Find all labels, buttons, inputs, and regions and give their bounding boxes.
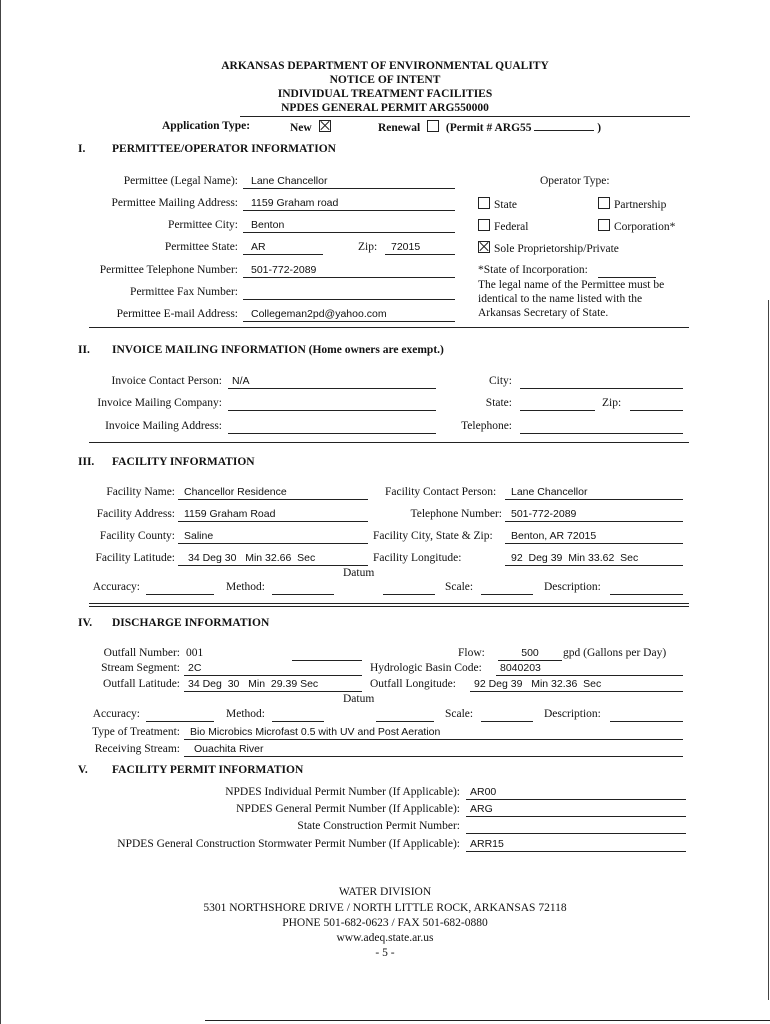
application-renewal-checkbox[interactable] — [427, 120, 439, 132]
treatment-type-field[interactable] — [184, 726, 683, 740]
facility-contact-label: Facility Contact Person: — [385, 486, 497, 498]
header-rule — [240, 116, 690, 117]
individual-permit-value: AR00 — [470, 786, 497, 798]
facility-latitude-value: 34 Deg 30 Min 32.66 Sec — [188, 552, 316, 564]
facility-csz-label: Facility City, State & Zip: — [373, 530, 493, 542]
facility-longitude-label: Facility Longitude: — [373, 552, 462, 564]
permittee-city-value: Benton — [251, 219, 285, 231]
facility-method-field[interactable] — [272, 581, 334, 595]
outfall-accuracy-field[interactable] — [146, 708, 214, 722]
mailing-address-label: Permittee Mailing Address: — [111, 197, 238, 209]
application-type-label: Application Type: — [162, 120, 251, 132]
incorporation-field[interactable] — [598, 264, 656, 278]
invoice-contact-value: N/A — [232, 375, 250, 387]
permittee-fax-label: Permittee Fax Number: — [130, 286, 238, 298]
permittee-name-value: Lane Chancellor — [251, 175, 328, 187]
application-new-checkbox[interactable] — [319, 120, 331, 132]
invoice-company-field[interactable] — [228, 397, 436, 411]
stream-segment-value: 2C — [188, 662, 202, 674]
facility-accuracy-label: Accuracy: — [92, 581, 140, 593]
permittee-email-label: Permittee E-mail Address: — [116, 308, 238, 320]
invoice-zip-label: Zip: — [602, 397, 622, 409]
invoice-state-label: State: — [485, 397, 512, 409]
permittee-email-field[interactable] — [243, 308, 455, 322]
facility-contact-field[interactable] — [505, 486, 683, 500]
outfall-description-label: Description: — [544, 708, 601, 720]
legal-name-note-1: The legal name of the Permittee must be — [478, 279, 665, 291]
header-facilities: INDIVIDUAL TREATMENT FACILITIES — [277, 88, 493, 100]
facility-name-field[interactable] — [178, 486, 368, 500]
invoice-state-field[interactable] — [520, 397, 595, 411]
general-permit-field[interactable] — [466, 803, 686, 817]
section-1-number: I. — [78, 143, 86, 155]
facility-address-label: Facility Address: — [96, 508, 175, 520]
invoice-zip-field[interactable] — [630, 397, 683, 411]
facility-address-value: 1159 Graham Road — [184, 508, 276, 520]
outfall-accuracy-label: Accuracy: — [92, 708, 140, 720]
facility-address-field[interactable] — [178, 508, 368, 522]
permittee-phone-field[interactable] — [243, 264, 455, 278]
operator-sole-label: Sole Proprietorship/Private — [494, 243, 619, 255]
invoice-contact-label: Invoice Contact Person: — [111, 375, 222, 387]
operator-federal-option[interactable] — [478, 219, 528, 233]
application-new-option[interactable] — [290, 120, 335, 134]
permittee-zip-value: 72015 — [391, 241, 421, 253]
individual-permit-field[interactable] — [466, 786, 686, 800]
mailing-address-value: 1159 Graham road — [251, 197, 339, 209]
section-2-title: INVOICE MAILING INFORMATION (Home owners are exempt.) — [112, 344, 444, 356]
flow-label: Flow: — [458, 647, 485, 659]
facility-name-label: Facility Name: — [106, 486, 175, 498]
incorporation-label: *State of Incorporation: — [478, 264, 588, 276]
permit-number-field[interactable] — [534, 120, 594, 131]
construction-permit-field[interactable] — [466, 820, 686, 834]
operator-sole-option[interactable] — [478, 241, 619, 255]
operator-type-label: Operator Type: — [540, 175, 610, 187]
outfall-number-value: 001 — [186, 647, 204, 659]
outfall-method-label: Method: — [226, 708, 265, 720]
operator-corporation-label: Corporation* — [614, 221, 676, 233]
facility-county-label: Facility County: — [99, 530, 175, 542]
operator-federal-label: Federal — [494, 221, 529, 233]
section-2-rule — [89, 442, 689, 443]
stream-segment-field[interactable] — [184, 662, 362, 676]
construction-permit-label: State Construction Permit Number: — [297, 820, 460, 832]
facility-longitude-field[interactable] — [505, 552, 683, 566]
facility-phone-field[interactable] — [505, 508, 683, 522]
operator-federal-checkbox[interactable] — [478, 219, 490, 231]
stormwater-permit-value: ARR15 — [470, 838, 504, 850]
outfall-number-label: Outfall Number: — [103, 647, 180, 659]
outfall-longitude-value: 92 Deg 39 Min 32.36 Sec — [474, 678, 602, 690]
permittee-zip-field[interactable] — [385, 241, 455, 255]
permit-number-label: (Permit # ARG55 — [445, 122, 532, 134]
invoice-address-label: Invoice Mailing Address: — [105, 420, 222, 432]
invoice-city-field[interactable] — [520, 375, 683, 389]
facility-datum-field[interactable] — [383, 581, 435, 595]
header-permit: NPDES GENERAL PERMIT ARG550000 — [281, 102, 489, 114]
section-1-title: PERMITTEE/OPERATOR INFORMATION — [112, 143, 336, 155]
application-renewal-option[interactable] — [378, 120, 601, 134]
section-2-number: II. — [78, 344, 90, 356]
footer-phone: PHONE 501-682-0623 / FAX 501-682-0880 — [282, 917, 488, 929]
receiving-stream-value: Ouachita River — [194, 743, 264, 755]
operator-partnership-option[interactable] — [598, 197, 666, 211]
facility-name-value: Chancellor Residence — [184, 486, 287, 498]
invoice-company-label: Invoice Mailing Company: — [97, 397, 222, 409]
section-3-title: FACILITY INFORMATION — [112, 456, 255, 468]
permittee-name-label: Permittee (Legal Name): — [123, 175, 238, 187]
operator-sole-checkbox[interactable] — [478, 241, 490, 253]
treatment-type-label: Type of Treatment: — [92, 726, 180, 738]
section-1-rule — [89, 327, 689, 328]
legal-name-note-3: Arkansas Secretary of State. — [478, 307, 609, 319]
outfall-scale-label: Scale: — [445, 708, 474, 720]
flow-field[interactable] — [498, 647, 562, 661]
invoice-phone-field[interactable] — [520, 420, 683, 434]
application-renewal-label: Renewal — [378, 122, 421, 134]
outfall-latitude-label: Outfall Latitude: — [103, 678, 180, 690]
treatment-type-value: Bio Microbics Microfast 0.5 with UV and Post Aeration — [190, 726, 441, 738]
facility-latitude-field[interactable] — [178, 552, 368, 566]
invoice-phone-label: Telephone: — [461, 420, 512, 432]
section-5-title: FACILITY PERMIT INFORMATION — [112, 764, 304, 776]
header-agency: ARKANSAS DEPARTMENT OF ENVIRONMENTAL QUALITY — [221, 60, 549, 72]
outfall-longitude-field[interactable] — [470, 678, 683, 692]
footer-address: 5301 NORTHSHORE DRIVE / NORTH LITTLE ROCK, ARKANSAS 72118 — [203, 902, 567, 914]
invoice-address-field[interactable] — [228, 420, 436, 434]
permittee-fax-field[interactable] — [243, 286, 455, 300]
flow-unit: gpd (Gallons per Day) — [563, 647, 667, 659]
scan-edge-left — [0, 0, 1, 1024]
outfall-method-field[interactable] — [272, 708, 324, 722]
outfall-latitude-field[interactable] — [184, 678, 362, 692]
permittee-phone-value: 501-772-2089 — [251, 264, 317, 276]
operator-partnership-label: Partnership — [614, 199, 667, 211]
outfall-scale-field[interactable] — [481, 708, 533, 722]
operator-corporation-option[interactable] — [598, 219, 675, 233]
general-permit-value: ARG — [470, 803, 493, 815]
footer-division: WATER DIVISION — [338, 886, 432, 898]
outfall-datum-field[interactable] — [376, 708, 434, 722]
facility-county-field[interactable] — [178, 530, 368, 544]
operator-state-checkbox[interactable] — [478, 197, 490, 209]
permittee-name-field[interactable] — [243, 175, 455, 189]
permittee-city-field[interactable] — [243, 219, 455, 233]
operator-state-option[interactable] — [478, 197, 517, 211]
receiving-stream-label: Receiving Stream: — [94, 743, 180, 755]
basin-code-field[interactable] — [496, 662, 683, 676]
basin-code-value: 8040203 — [500, 662, 541, 674]
section-4-number: IV. — [78, 617, 93, 629]
outfall-longitude-label: Outfall Longitude: — [370, 678, 456, 690]
outfall-description-field[interactable] — [610, 708, 683, 722]
permittee-state-field[interactable] — [243, 241, 323, 255]
facility-phone-value: 501-772-2089 — [511, 508, 577, 520]
permit-number-close: ) — [597, 122, 602, 134]
application-new-label: New — [290, 122, 312, 134]
receiving-stream-field[interactable] — [184, 743, 683, 757]
permittee-state-value: AR — [251, 241, 266, 253]
permittee-zip-label: Zip: — [358, 241, 378, 253]
permittee-city-label: Permittee City: — [168, 219, 238, 231]
operator-partnership-checkbox[interactable] — [598, 197, 610, 209]
outfall-latitude-value: 34 Deg 30 Min 29.39 Sec — [188, 678, 319, 690]
general-permit-label: NPDES General Permit Number (If Applicable): — [236, 803, 460, 815]
facility-datum-label: Datum — [343, 567, 375, 579]
facility-contact-value: Lane Chancellor — [511, 486, 588, 498]
individual-permit-label: NPDES Individual Permit Number (If Applicable): — [225, 786, 460, 798]
section-4-title: DISCHARGE INFORMATION — [112, 617, 270, 629]
legal-name-note-2: identical to the name listed with the — [478, 293, 643, 305]
facility-csz-value: Benton, AR 72015 — [511, 530, 597, 542]
invoice-contact-field[interactable] — [228, 375, 436, 389]
facility-county-value: Saline — [184, 530, 214, 542]
facility-scale-label: Scale: — [445, 581, 474, 593]
operator-corporation-checkbox[interactable] — [598, 219, 610, 231]
facility-description-field[interactable] — [610, 581, 683, 595]
permittee-state-label: Permittee State: — [164, 241, 238, 253]
invoice-city-label: City: — [488, 375, 512, 387]
facility-description-label: Description: — [544, 581, 601, 593]
footer-website: www.adeq.state.ar.us — [336, 932, 434, 944]
outfall-datum-label: Datum — [343, 693, 375, 705]
mailing-address-field[interactable] — [243, 197, 455, 211]
facility-method-label: Method: — [226, 581, 265, 593]
section-3-number: III. — [78, 456, 95, 468]
stormwater-permit-field[interactable] — [466, 838, 686, 852]
section-5-number: V. — [78, 764, 88, 776]
section-3-rule — [89, 603, 689, 604]
flow-value: 500 — [521, 647, 539, 659]
facility-csz-field[interactable] — [505, 530, 683, 544]
facility-scale-field[interactable] — [481, 581, 533, 595]
facility-longitude-value: 92 Deg 39 Min 33.62 Sec — [511, 552, 639, 564]
facility-phone-label: Telephone Number: — [410, 508, 502, 520]
outfall-number-field[interactable] — [292, 647, 362, 661]
facility-latitude-label: Facility Latitude: — [95, 552, 175, 564]
bottom-scan-line — [205, 1020, 770, 1021]
stream-segment-label: Stream Segment: — [101, 662, 180, 674]
section-3-rule-double — [89, 606, 689, 607]
permittee-email-value: Collegeman2pd@yahoo.com — [251, 308, 387, 320]
permittee-phone-label: Permittee Telephone Number: — [99, 264, 238, 276]
operator-state-label: State — [494, 199, 517, 211]
header-notice: NOTICE OF INTENT — [329, 74, 441, 86]
stormwater-permit-label: NPDES General Construction Stormwater Permit Number (If Applicable): — [117, 838, 460, 850]
page-number: - 5 - — [375, 947, 395, 959]
facility-accuracy-field[interactable] — [146, 581, 214, 595]
basin-code-label: Hydrologic Basin Code: — [370, 662, 482, 674]
